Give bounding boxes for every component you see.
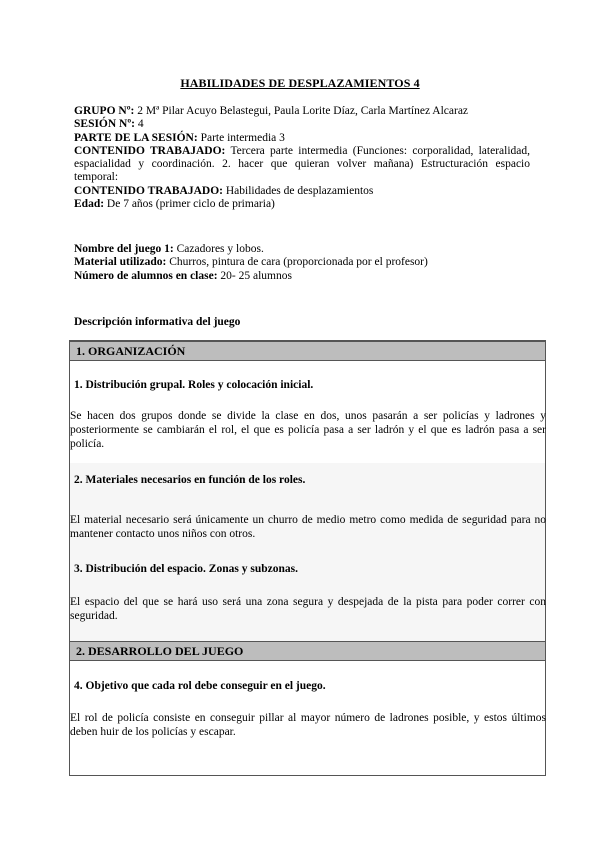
- item-1-text: Se hacen dos grupos donde se divide la clase en dos, unos pasarán a ser policías y ladrones y posteriormente se cambiarán el rol, el que es policía pasa a ser ladrón y el que es ladrón pasa a ser policía.: [70, 410, 546, 450]
- edad-value: De 7 años (primer ciclo de primaria): [104, 198, 275, 211]
- grupo-label: GRUPO Nº:: [74, 105, 135, 117]
- contenido-value-2: Habilidades de desplazamientos: [222, 184, 374, 197]
- item-4-text: El rol de policía consiste en conseguir pillar al mayor número de ladrones posible, y estos últimos deben huir de los policías y escapar.: [70, 712, 546, 738]
- item-3-title: 3. Distribución del espacio. Zonas y subzonas.: [74, 563, 298, 575]
- section-desarrollo: 2. DESARROLLO DEL JUEGO: [70, 641, 545, 661]
- nombre-line: [74, 243, 530, 256]
- sesion-value: 4: [135, 118, 144, 131]
- item-2-text: El material necesario será únicamente un churro de medio metro como medida de seguridad para no mantener contacto unos niños con otros.: [70, 514, 546, 540]
- description-heading: Descripción informativa del juego: [74, 316, 241, 328]
- contenido-value-1: Tercera parte intermedia (Funciones: corporalidad, lateralidad, espacialidad y coordinación. 2. hacer que quieran volver mañana) Estructuración espacio temporal:: [74, 144, 530, 184]
- item-3-text: El espacio del que se hará uso será una zona segura y despejada de la pista para poder correr con seguridad.: [70, 596, 546, 622]
- contenido-line-1: [74, 145, 530, 185]
- edad-line: [74, 198, 530, 211]
- material-label: Material utilizado:: [74, 256, 167, 269]
- nombre-label: Nombre del juego 1:: [74, 243, 174, 255]
- item-2-title: 2. Materiales necesarios en función de los roles.: [74, 474, 306, 486]
- grupo-value: 2 Mª Pilar Acuyo Belastegui, Paula Lorite Díaz, Carla Martínez Alcaraz: [134, 105, 469, 117]
- contenido-line-2: [74, 185, 530, 198]
- material-line: [74, 256, 530, 269]
- sesion-line: [74, 118, 530, 131]
- material-value: Churros, pintura de cara (proporcionada por el profesor): [166, 256, 428, 269]
- grupo-line: [74, 105, 530, 118]
- sesion-label: SESIÓN Nº:: [74, 118, 135, 131]
- parte-line: [74, 132, 530, 145]
- parte-label: PARTE DE LA SESIÓN:: [74, 131, 198, 144]
- alumnos-value: 20- 25 alumnos: [217, 269, 292, 282]
- edad-label: Edad:: [74, 198, 105, 211]
- document-title: HABILIDADES DE DESPLAZAMIENTOS 4: [180, 76, 420, 90]
- parte-value: Parte intermedia 3: [197, 131, 285, 144]
- item-1-title: 1. Distribución grupal. Roles y colocación inicial.: [74, 379, 314, 391]
- nombre-value: Cazadores y lobos.: [173, 243, 264, 255]
- contenido-label-2: CONTENIDO TRABAJADO:: [74, 184, 223, 197]
- alumnos-label: Número de alumnos en clase:: [74, 269, 218, 282]
- item-4-title: 4. Objetivo que cada rol debe conseguir en el juego.: [74, 680, 326, 692]
- session-header: [74, 105, 530, 211]
- section-organizacion: 1. ORGANIZACIÓN: [70, 341, 545, 361]
- alumnos-line: [74, 270, 530, 283]
- game-description-table: [69, 340, 546, 776]
- contenido-label-1: CONTENIDO TRABAJADO:: [74, 144, 226, 157]
- game-info: [74, 243, 530, 283]
